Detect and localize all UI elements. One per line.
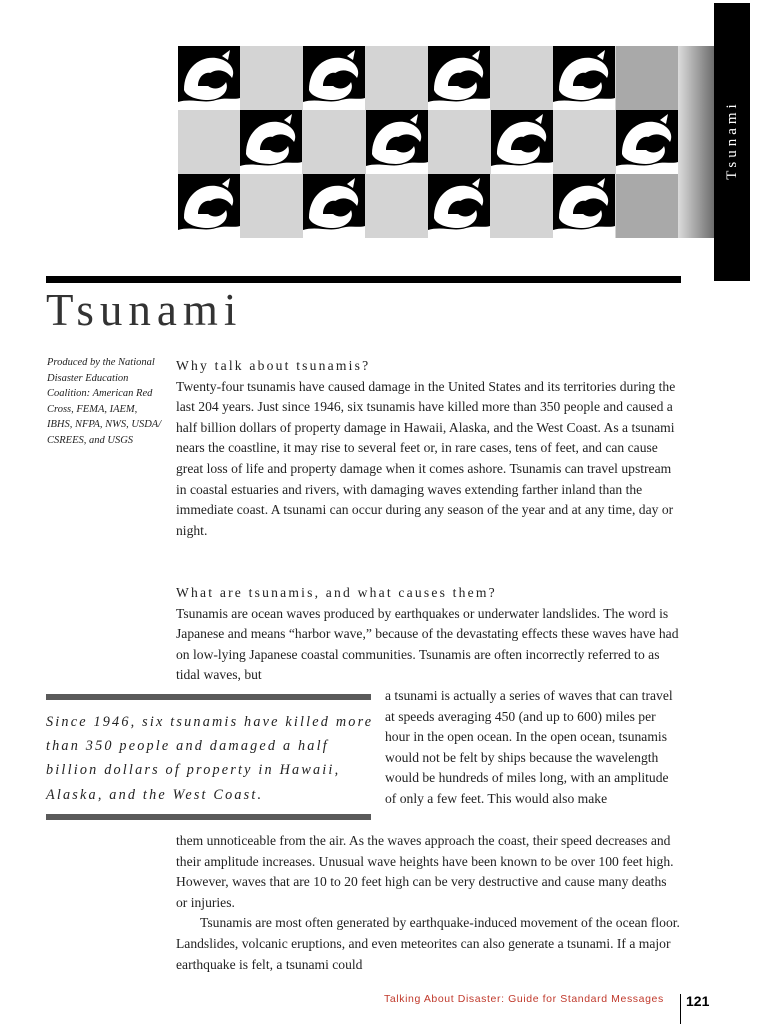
section-text: Tsunamis are most often generated by earthquake-induced movement of the ocean floor. Landslides, volcanic eruptions, and even meteorites can also generate a tsunami. If a major earthquake is felt, a tsunami could [176, 915, 680, 972]
wave-icon [616, 110, 678, 174]
pull-quote-rule-bottom [46, 814, 371, 820]
wave-icon [303, 46, 365, 110]
wave-icon [553, 174, 615, 238]
footer-title: Talking About Disaster: Guide for Standard Messages [384, 993, 664, 1005]
section-text: them unnoticeable from the air. As the waves approach the coast, their speed decreases and their amplitude increases. Unusual wave heights have been known to be over 100 feet high. However, waves that are 10 to 20 feet high can be very destructive and cause many deaths or injuries. [176, 833, 674, 910]
title-rule [46, 276, 681, 283]
wave-icon [491, 110, 553, 174]
pull-quote-rule-top [46, 694, 371, 700]
wave-icon [428, 46, 490, 110]
gradient-band [678, 46, 714, 238]
credits: Produced by the National Disaster Education Coalition: American Red Cross, FEMA, IAEM, IBHS, NFPA, NWS, USDA/ CSREES, and USGS [47, 357, 162, 446]
wave-icon [303, 174, 365, 238]
section-heading: What are tsunamis, and what causes them? [176, 585, 497, 600]
section-heading: Why talk about tsunamis? [176, 358, 371, 373]
narrow-column-text [385, 686, 681, 810]
side-tab-label: Tsunami [724, 100, 740, 180]
wave-icon [366, 110, 428, 174]
gray-tile [616, 46, 678, 110]
wave-icon [178, 174, 240, 238]
section-text: a tsunami is actually a series of waves that can travel at speeds averaging 450 (and up to 600) miles per hour in the open ocean. In the open ocean, tsunamis would not be felt by ships because the wavelength would be hundreds of miles long, with an amplitude of only a few feet. This would also make [385, 688, 673, 806]
section-what [176, 583, 681, 686]
wave-banner [178, 46, 678, 238]
wave-icon [553, 46, 615, 110]
wave-icon [428, 174, 490, 238]
section-why [176, 356, 681, 541]
wave-icon [178, 46, 240, 110]
wave-icon [240, 110, 302, 174]
section-text: Twenty-four tsunamis have caused damage in the United States and its territories during the last 204 years. Just since 1946, six tsunamis have killed more than 350 people and caused a half billion dollars of property damage in Hawaii, Alaska, and the West Coast. As a tsunami nears the coastline, it may rise to several feet or, in rare cases, tens of feet, and can cause great loss of life and property damage when it comes ashore. Tsunamis can travel upstream in coastal estuaries and rivers, with damaging waves extending farther inland than the immediate coast. A tsunami can occur during any season of the year and at any time, day or night. [176, 378, 676, 538]
page-number: 121 [686, 993, 710, 1009]
section-text: Tsunamis are ocean waves produced by earthquakes or underwater landslides. The word is Japanese and means “harbor wave,” because of the devastating effects these waves have had on low-lying Japanese coastal communities. Tsunamis are often incorrectly referred to as tidal waves, but [176, 605, 679, 683]
side-tab [714, 3, 750, 281]
footer-divider [680, 994, 681, 1024]
pull-quote: Since 1946, six tsunamis have killed more than 350 people and damaged a half billion dollars of property in Hawaii, Alaska, and the West Coast. [46, 714, 374, 803]
page-title: Tsunami [46, 285, 243, 335]
gray-tile [616, 174, 678, 238]
lower-text [176, 831, 681, 975]
